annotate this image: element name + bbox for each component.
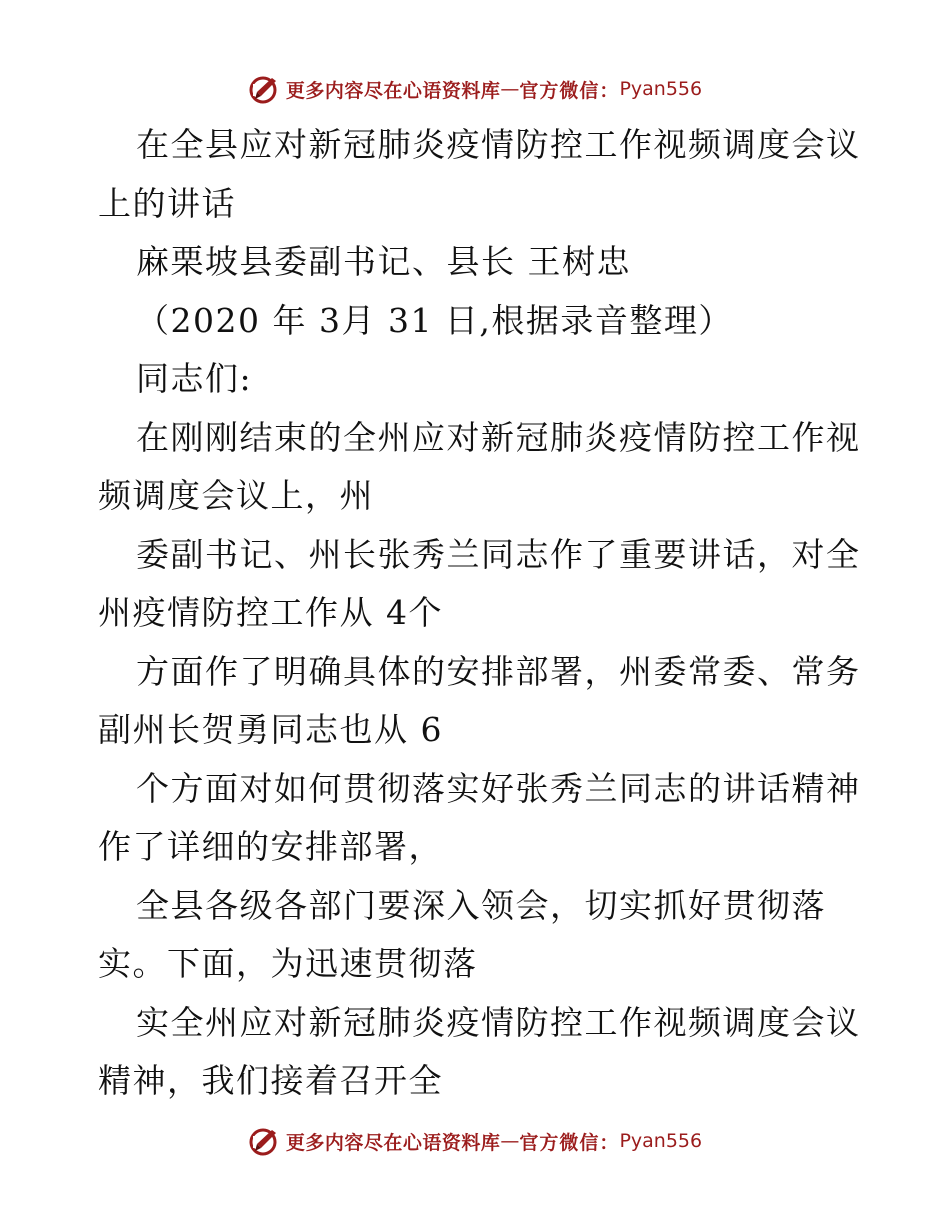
watermark-wechat-label: 官方微信： xyxy=(519,1131,620,1154)
document-body xyxy=(98,116,861,1111)
text-line: 方面作了明确具体的安排部署，州委常委、常务 xyxy=(136,651,861,691)
document-pen-logo-icon xyxy=(248,72,282,106)
watermark-separator: — xyxy=(500,1130,520,1152)
text-line: 全县各级各部门要深入领会，切实抓好贯彻落 xyxy=(136,885,826,925)
document-pen-logo-icon xyxy=(248,1124,282,1158)
watermark-wechat-id: Pyan556 xyxy=(619,1130,703,1152)
watermark-main-text: 更多内容尽在心语资料库 xyxy=(285,1131,501,1154)
text-line: 在刚刚结束的全州应对新冠肺炎疫情防控工作视 xyxy=(136,417,861,457)
watermark-wechat-id: Pyan556 xyxy=(619,78,703,100)
watermark-banner-bottom xyxy=(0,1124,950,1158)
text-line: 委副书记、州长张秀兰同志作了重要讲话，对全 xyxy=(136,534,861,574)
watermark-separator: — xyxy=(500,78,520,100)
text-line: 麻栗坡县委副书记、县长 王树忠 xyxy=(136,242,631,281)
text-line: 实全州应对新冠肺炎疫情防控工作视频调度会议 xyxy=(136,1002,861,1042)
text-line: 州疫情防控工作从 4个 xyxy=(98,593,443,632)
text-line: 频调度会议上，州 xyxy=(98,476,374,515)
watermark-main-text: 更多内容尽在心语资料库 xyxy=(285,79,501,102)
text-line: 同志们: xyxy=(136,359,253,398)
text-line: （2020 年 3月 31 日,根据录音整理） xyxy=(136,300,733,340)
text-line: 个方面对如何贯彻落实好张秀兰同志的讲话精神 xyxy=(136,768,861,808)
text-line: 副州长贺勇同志也从 6 xyxy=(98,710,443,749)
watermark-wechat-label: 官方微信： xyxy=(519,79,620,102)
text-line: 上的讲话 xyxy=(98,183,236,223)
text-line: 作了详细的安排部署， xyxy=(98,827,443,866)
watermark-banner-top xyxy=(0,72,950,106)
text-line: 精神，我们接着召开全 xyxy=(98,1061,443,1100)
text-line: 在全县应对新冠肺炎疫情防控工作视频调度会议 xyxy=(136,125,861,164)
text-line: 实。下面，为迅速贯彻落 xyxy=(98,944,478,983)
